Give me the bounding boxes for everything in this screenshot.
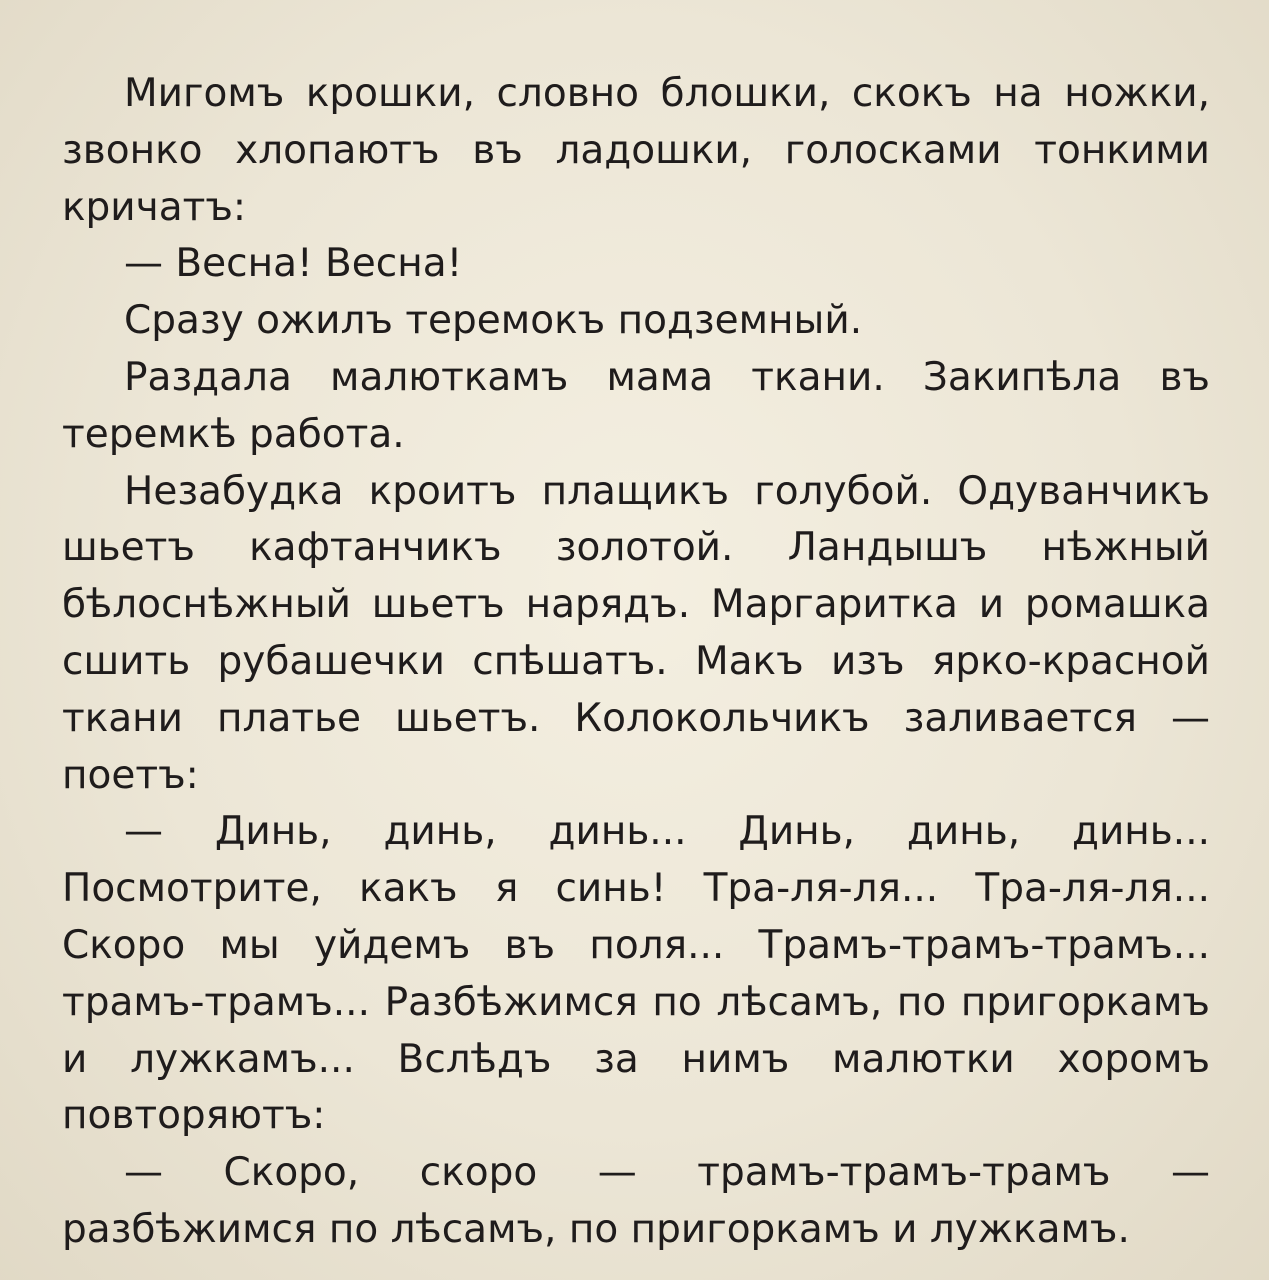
paragraph-2: — Весна! Весна! — [124, 241, 463, 287]
paragraph-1: Мигомъ крошки, словно блошки, скокъ на ножки, звонко хлопаютъ въ ладошки, голосками тонкими кричатъ: — [62, 71, 1210, 230]
story-text — [62, 66, 1210, 1259]
paragraph-7: — Скоро, скоро — трамъ-трамъ-трамъ — разбѣжимся по лѣсамъ, по пригоркамъ и лужкамъ. — [62, 1150, 1210, 1252]
paragraph-5: Незабудка кроитъ плащикъ голубой. Одуванчикъ шьетъ кафтанчикъ золотой. Ландышъ нѣжный бѣлоснѣжный шьетъ нарядъ. Маргаритка и ромашка сшить рубашечки спѣшатъ. Макъ изъ ярко-красной ткани платье шьетъ. Колокольчикъ заливается — поетъ: — [62, 468, 1210, 798]
paragraph-6: — Динь, динь, динь... Динь, динь, динь... Посмотрите, какъ я синь! Тра-ля-ля... Тра-ля-ля... Скоро мы уйдемъ въ поля... Трамъ-трамъ-трамъ... трамъ-трамъ... Разбѣжимся по лѣсамъ, по пригоркамъ и лужкамъ... Вслѣдъ за нимъ малютки хоромъ повторяютъ: — [62, 809, 1210, 1139]
paragraph-4: Раздала малюткамъ мама ткани. Закипѣла въ теремкѣ работа. — [62, 354, 1210, 457]
paragraph-3: Сразу ожилъ теремокъ подземный. — [124, 298, 863, 344]
